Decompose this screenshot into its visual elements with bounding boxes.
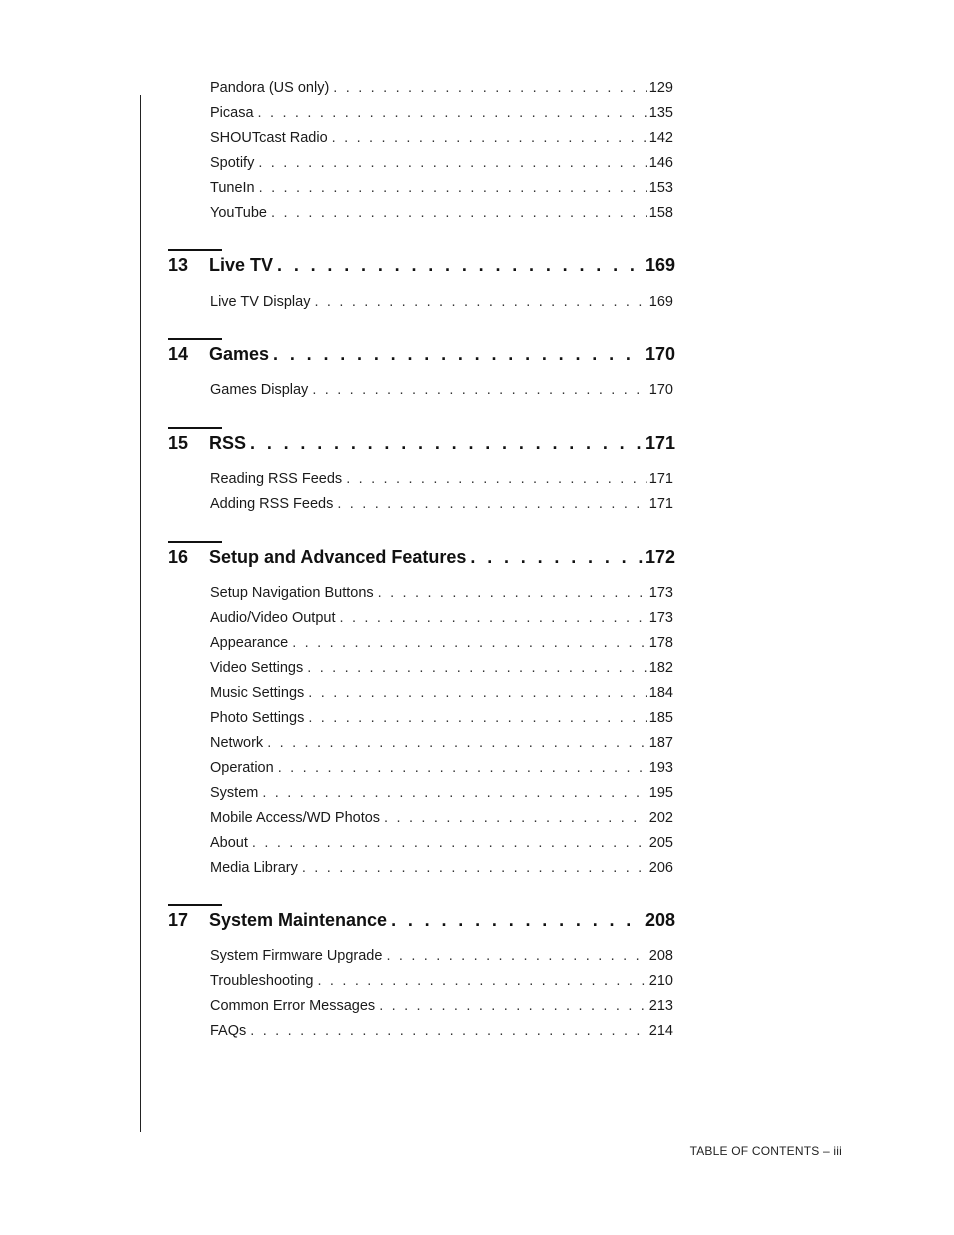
toc-entry[interactable]: [210, 103, 673, 123]
toc-entry-label: YouTube: [210, 205, 267, 221]
leader-dots: [337, 494, 646, 514]
leader-dots: [317, 971, 646, 991]
toc-entry-label: Common Error Messages: [210, 998, 376, 1014]
chapter-number: 15: [168, 433, 189, 453]
chapter-title: Live TV: [209, 255, 274, 275]
toc-entry-label: Reading RSS Feeds: [210, 471, 343, 487]
toc-entry[interactable]: [210, 996, 673, 1016]
leader-dots: [258, 153, 646, 173]
chapter-rule: [168, 427, 222, 429]
toc-entry-page: 210: [648, 973, 673, 989]
chapter-heading-15[interactable]: [168, 430, 675, 456]
toc-entry-page: 208: [648, 948, 673, 964]
toc-entry[interactable]: [210, 203, 673, 223]
chapter-number: 17: [168, 910, 189, 930]
toc-entry[interactable]: [210, 292, 673, 312]
toc-entry-label: Mobile Access/WD Photos: [210, 810, 381, 826]
leader-dots: [250, 1021, 647, 1041]
toc-entry-page: 170: [648, 382, 673, 398]
chapter-heading-17[interactable]: [168, 907, 675, 933]
toc-entry-label: Pandora (US only): [210, 80, 330, 96]
chapter-page: 172: [644, 547, 675, 567]
leader-dots: [379, 996, 647, 1016]
leader-dots: [250, 430, 643, 456]
toc-entry-label: Troubleshooting: [210, 973, 314, 989]
toc-entry-label: TuneIn: [210, 180, 255, 196]
toc-entry-page: 158: [648, 205, 673, 221]
toc-entry[interactable]: [210, 128, 673, 148]
chapter-rule: [168, 249, 222, 251]
toc-entry-label: Setup Navigation Buttons: [210, 585, 374, 601]
chapter-title: System Maintenance: [209, 910, 388, 930]
chapter-page: 171: [644, 433, 675, 453]
toc-entry[interactable]: [210, 808, 673, 828]
toc-entry-page: 185: [648, 710, 673, 726]
toc-entry-label: Picasa: [210, 105, 254, 121]
toc-entry-label: System: [210, 785, 259, 801]
leader-dots: [386, 946, 646, 966]
leader-dots: [258, 103, 647, 123]
toc-entry-label: Audio/Video Output: [210, 610, 336, 626]
toc-entry-label: Network: [210, 735, 264, 751]
leader-dots: [391, 907, 643, 933]
leader-dots: [346, 469, 647, 489]
toc-entry[interactable]: [210, 608, 673, 628]
toc-entry-label: Appearance: [210, 635, 289, 651]
chapter-title: Games: [209, 344, 270, 364]
leader-dots: [267, 733, 647, 753]
toc-entry-label: Video Settings: [210, 660, 304, 676]
leader-dots: [340, 608, 647, 628]
toc-entry-page: 153: [648, 180, 673, 196]
toc-entry-page: 178: [648, 635, 673, 651]
toc-entry-page: 129: [648, 80, 673, 96]
toc-entry-page: 146: [648, 155, 673, 171]
leader-dots: [312, 380, 646, 400]
toc-entry-page: 206: [648, 860, 673, 876]
toc-entry[interactable]: [210, 153, 673, 173]
toc-entry[interactable]: [210, 494, 673, 514]
chapter-title: Setup and Advanced Features: [209, 547, 467, 567]
toc-entry[interactable]: [210, 783, 673, 803]
toc-entry-page: 171: [648, 496, 673, 512]
leader-dots: [302, 858, 647, 878]
leader-dots: [308, 683, 647, 703]
chapter-page: 170: [644, 344, 675, 364]
toc-entry-page: 205: [648, 835, 673, 851]
toc-entry-page: 173: [648, 585, 673, 601]
toc-entry-page: 193: [648, 760, 673, 776]
toc-entry-page: 142: [648, 130, 673, 146]
leader-dots: [262, 783, 646, 803]
toc-entry-page: 169: [648, 294, 673, 310]
chapter-heading-14[interactable]: [168, 341, 675, 367]
toc-entry-label: System Firmware Upgrade: [210, 948, 383, 964]
toc-entry[interactable]: [210, 971, 673, 991]
toc-entry[interactable]: [210, 658, 673, 678]
leader-dots: [278, 758, 647, 778]
toc-entry-label: FAQs: [210, 1023, 247, 1039]
leader-dots: [252, 833, 647, 853]
toc-entry-label: Music Settings: [210, 685, 305, 701]
chapter-title: RSS: [209, 433, 247, 453]
chapter-heading-16[interactable]: [168, 544, 675, 570]
chapter-page: 208: [644, 910, 675, 930]
toc-entry-page: 202: [648, 810, 673, 826]
leader-dots: [378, 583, 647, 603]
toc-entry-label: Adding RSS Feeds: [210, 496, 334, 512]
toc-entry-label: Operation: [210, 760, 274, 776]
toc-entry[interactable]: [210, 858, 673, 878]
toc-entry[interactable]: [210, 708, 673, 728]
chapter-rule: [168, 904, 222, 906]
toc-entry[interactable]: [210, 469, 673, 489]
toc-entry[interactable]: [210, 1021, 673, 1041]
toc-entry-label: SHOUTcast Radio: [210, 130, 328, 146]
chapter-number: 14: [168, 344, 189, 364]
toc-entry-label: Live TV Display: [210, 294, 311, 310]
toc-entry-page: 173: [648, 610, 673, 626]
toc-entry[interactable]: [210, 833, 673, 853]
chapter-number: 13: [168, 255, 189, 275]
toc-entry[interactable]: [210, 946, 673, 966]
chapter-number: 16: [168, 547, 189, 567]
toc-entry-label: About: [210, 835, 248, 851]
margin-rule: [140, 95, 141, 1132]
toc-entry-page: 182: [648, 660, 673, 676]
toc-entry-label: Photo Settings: [210, 710, 305, 726]
leader-dots: [332, 128, 647, 148]
toc-entry-page: 213: [648, 998, 673, 1014]
toc-entry-label: Games Display: [210, 382, 309, 398]
toc-entry[interactable]: [210, 683, 673, 703]
toc-entry-page: 187: [648, 735, 673, 751]
leader-dots: [273, 341, 643, 367]
toc-entry[interactable]: [210, 78, 673, 98]
leader-dots: [384, 808, 647, 828]
chapter-page: 169: [644, 255, 675, 275]
leader-dots: [333, 78, 647, 98]
chapter-heading-13[interactable]: [168, 252, 675, 278]
toc-entry-label: Media Library: [210, 860, 298, 876]
toc-entry[interactable]: [210, 583, 673, 603]
toc-entry[interactable]: [210, 178, 673, 198]
leader-dots: [470, 544, 643, 570]
toc-entry-label: Spotify: [210, 155, 255, 171]
leader-dots: [271, 203, 647, 223]
toc-entry[interactable]: [210, 380, 673, 400]
leader-dots: [307, 658, 647, 678]
leader-dots: [292, 633, 647, 653]
leader-dots: [314, 292, 646, 312]
toc-entry-page: 171: [648, 471, 673, 487]
toc-entry-page: 184: [648, 685, 673, 701]
chapter-rule: [168, 541, 222, 543]
toc-entry-page: 135: [648, 105, 673, 121]
leader-dots: [308, 708, 646, 728]
page-footer: TABLE OF CONTENTS – iii: [689, 1144, 842, 1158]
chapter-rule: [168, 338, 222, 340]
leader-dots: [277, 252, 643, 278]
toc-entry-page: 195: [648, 785, 673, 801]
toc-entry[interactable]: [210, 758, 673, 778]
leader-dots: [259, 178, 647, 198]
toc-entry[interactable]: [210, 633, 673, 653]
toc-entry-page: 214: [648, 1023, 673, 1039]
toc-entry[interactable]: [210, 733, 673, 753]
